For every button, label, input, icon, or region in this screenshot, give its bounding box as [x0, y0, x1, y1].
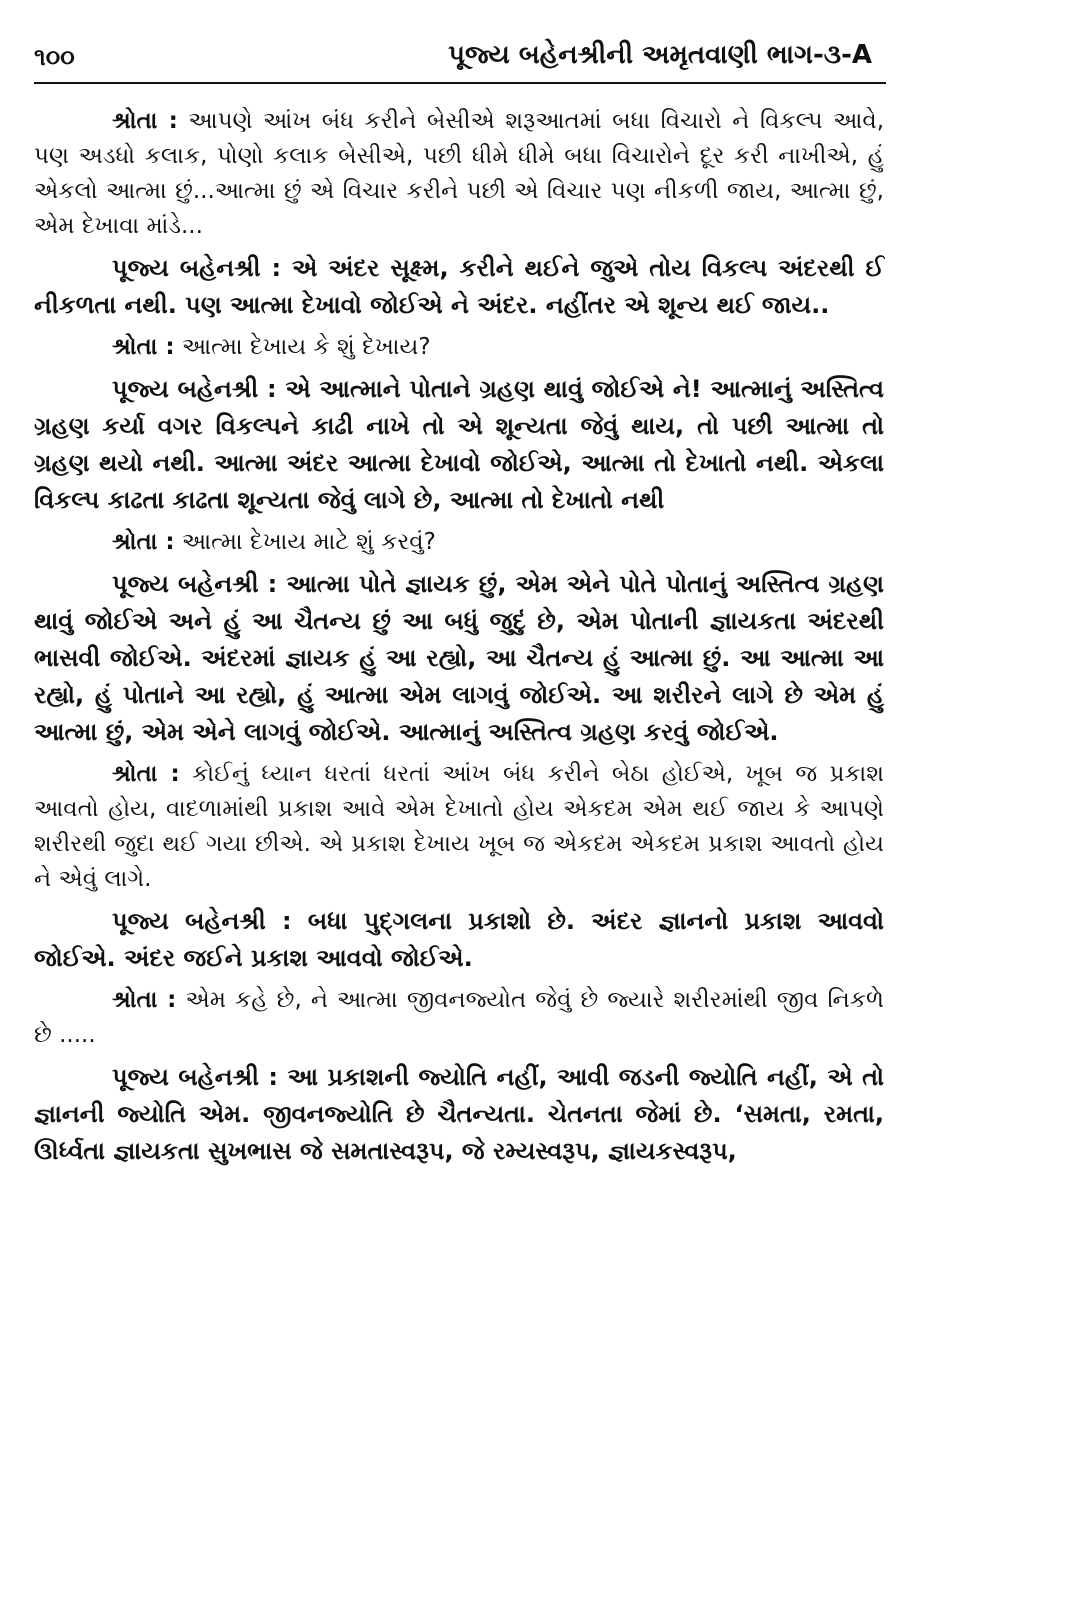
paragraph-text: આત્મા પોતે જ્ઞાયક છું, એમ એને પોતે પોતાનું અસ્તિત્વ ગ્રહણ થાવું જોઈએ અને હું આ ચૈતન્ય છું આ બધું જુદું છે, એમ પોતાની જ્ઞાયકતા અંદરથી ભાસવી જોઈએ. અંદરમાં જ્ઞાયક હું આ રહ્યો, આ ચૈતન્ય હું આત્મા છું. આ આત્મા આ રહ્યો, હું પોતાને આ રહ્યો, હું આત્મા એમ લાગવું જોઈએ. આ શરીરને લાગે છે એમ હું આત્મા છું, એમ એને લાગવું જોઈએ. આત્માનું અસ્તિત્વ ગ્રહણ કરવું જોઈએ. [34, 570, 884, 746]
paragraph-text: એ આત્માને પોતાને ગ્રહણ થાવું જોઈએ ને! આત્માનું અસ્તિત્વ ગ્રહણ કર્યા વગર વિકલ્પને કાઢી નાખે તો એ શૂન્યતા જેવું થાય, તો પછી આત્મા તો ગ્રહણ થયો નથી. આત્મા અંદર આત્મા દેખાવો જોઈએ, આત્મા તો દેખાતો નથી. એકલા વિકલ્પ કાઢતા કાઢતા શૂન્યતા જેવું લાગે છે, આત્મા તો દેખાતો નથી [34, 375, 884, 514]
speaker-label: પૂજ્ય બહેનશ્રી : [112, 254, 282, 282]
paragraph-text: એ અંદર સૂક્ષ્મ, કરીને થઈને જુએ તોય વિકલ્પ અંદરથી ઈ નીકળતા નથી. પણ આત્મા દેખાવો જોઈએ ને અંદર. નહીંતર એ શૂન્ય થઈ જાય.. [34, 254, 884, 319]
body-text [34, 104, 884, 1176]
speaker-label: પૂજ્ય બહેનશ્રી : [112, 375, 277, 403]
paragraph-listener [34, 330, 884, 365]
speaker-label: શ્રોતા : [112, 108, 178, 134]
paragraph-listener [34, 104, 884, 244]
speaker-label: પૂજ્ય બહેનશ્રી : [112, 1063, 279, 1091]
paragraph-text: બધા પુદ્ગલના પ્રકાશો છે. અંદર જ્ઞાનનો પ્રકાશ આવવો જોઈએ. અંદર જઈને પ્રકાશ આવવો જોઈએ. [34, 907, 885, 972]
paragraph-listener [34, 525, 884, 560]
paragraph-text: એમ કહે છે, ને આત્મા જીવનજ્યોત જેવું છે જ્યારે શરીરમાંથી જીવ નિકળે છે ..... [34, 987, 884, 1048]
paragraph-text: આત્મા દેખાય કે શું દેખાય? [181, 334, 431, 360]
paragraph-answer [34, 250, 884, 324]
paragraph-listener [34, 983, 884, 1053]
paragraph-listener [34, 757, 884, 897]
page-number: ૧૦૦ [34, 43, 75, 71]
paragraph-text: આ પ્રકાશની જ્યોતિ નહીં, આવી જડની જ્યોતિ નહીં, એ તો જ્ઞાનની જ્યોતિ એમ. જીવનજ્યોતિ છે ચૈતન્યતા. ચેતનતા જેમાં છે. ‘સમતા, રમતા, ઊર્ધ્વતા જ્ઞાયકતા સુખભાસ જે સમતાસ્વરૂપ, જે રમ્યસ્વરૂપ, જ્ઞાયકસ્વરૂપ, [34, 1063, 884, 1165]
speaker-label: પૂજ્ય બહેનશ્રી : [112, 907, 292, 935]
speaker-label: શ્રોતા : [112, 529, 175, 555]
paragraph-text: આત્મા દેખાય માટે શું કરવું? [181, 529, 436, 555]
running-title: પૂજ્ય બહેનશ્રીની અમૃતવાણી ભાગ-૩-A [448, 40, 872, 70]
page-header [34, 0, 886, 84]
speaker-label: શ્રોતા : [112, 987, 177, 1013]
speaker-label: પૂજ્ય બહેનશ્રી : [112, 570, 278, 598]
speaker-label: શ્રોતા : [112, 334, 175, 360]
paragraph-answer [34, 903, 884, 977]
paragraph-text: કોઈનું ધ્યાન ધરતાં ધરતાં આંખ બંધ કરીને બેઠા હોઈએ, ખૂબ જ પ્રકાશ આવતો હોય, વાદળામાંથી પ્રકાશ આવે એમ દેખાતો હોય એકદમ એમ થઈ જાય કે આપણે શરીરથી જુદા થઈ ગયા છીએ. એ પ્રકાશ દેખાય ખૂબ જ એકદમ એકદમ પ્રકાશ આવતો હોય ને એવું લાગે. [34, 761, 885, 892]
paragraph-answer [34, 371, 884, 519]
speaker-label: શ્રોતા : [112, 761, 180, 787]
paragraph-answer [34, 1059, 884, 1170]
page [34, 0, 886, 1165]
paragraph-text: આપણે આંખ બંધ કરીને બેસીએ શરૂઆતમાં બધા વિચારો ને વિકલ્પ આવે, પણ અડધો કલાક, પોણો કલાક બેસીએ, પછી ધીમે ધીમે બધા વિચારોને દૂર કરી નાખીએ, હું એકલો આત્મા છું...આત્મા છું એ વિચાર કરીને પછી એ વિચાર પણ નીકળી જાય, આત્મા છું, એમ દેખાવા માંડે... [34, 108, 885, 239]
paragraph-answer [34, 566, 884, 751]
